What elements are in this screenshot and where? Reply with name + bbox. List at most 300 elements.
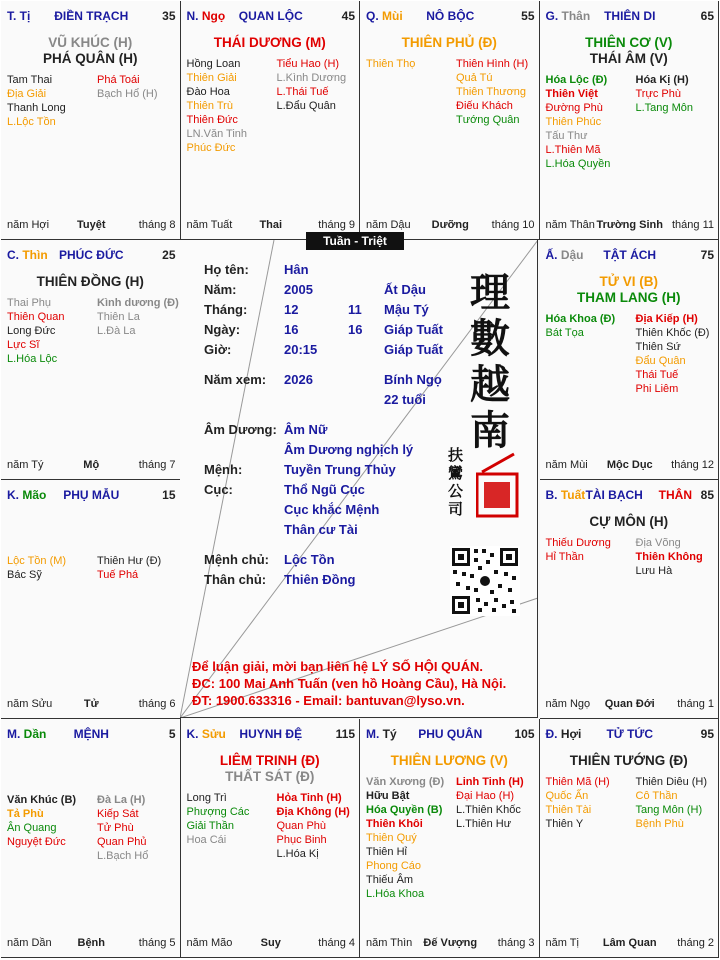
palace-age-number: 55 — [521, 9, 535, 23]
tuan-triet-badge: Tuần - Triệt — [306, 232, 404, 250]
main-stars — [540, 35, 719, 67]
calli-small-char: 鸞 — [448, 464, 464, 482]
cuc-note: Cục khắc Mệnh — [284, 502, 380, 517]
main-stars — [360, 35, 539, 51]
than-marker: THÂN — [658, 487, 692, 502]
day-canchi: Giáp Tuất — [384, 322, 443, 337]
minor-star: Hoa Cái — [186, 833, 227, 846]
minor-star: Bát Tọa — [545, 327, 584, 340]
palace-month: tháng 3 — [497, 937, 535, 949]
minor-star: Linh Tinh (H) — [456, 775, 524, 788]
minor-star: Tiểu Hao (H) — [276, 58, 340, 70]
minor-stars-right — [277, 791, 350, 861]
day-label: Ngày: — [204, 322, 241, 337]
minor-star: Đại Hao (H) — [456, 789, 515, 802]
main-stars — [181, 35, 360, 51]
minor-star: L.Hóa Kị — [276, 847, 319, 860]
cuc-label: Cục: — [204, 482, 233, 497]
minor-star: Thai Phụ — [7, 297, 52, 310]
palace-year: năm Tuất — [186, 219, 233, 232]
minor-star: L.Hóa Quyền — [545, 158, 611, 170]
branch-stem-letter: K. — [186, 726, 202, 741]
minor-star: Hữu Bật — [366, 789, 410, 802]
palace-name: ĐIỀN TRẠCH — [54, 9, 129, 23]
branch-stem — [546, 488, 586, 502]
branch-label: Thân — [561, 9, 591, 23]
branch-stem-letter: G. — [545, 9, 562, 23]
palace-age-number: 15 — [162, 487, 176, 502]
minor-star: Hồng Loan — [186, 58, 241, 70]
minor-star: Phục Binh — [276, 833, 327, 846]
palace-footer — [7, 935, 176, 949]
palace-month: tháng 7 — [138, 458, 176, 471]
minor-star: Hóa Lộc (Đ) — [545, 74, 608, 86]
minor-star: L.Lộc Tồn — [7, 116, 56, 128]
palace-name: NÔ BỘC — [426, 9, 475, 23]
minor-stars-right — [636, 775, 708, 831]
palace-month: tháng 4 — [318, 937, 355, 949]
palace-footer — [7, 696, 176, 710]
main-stars — [540, 514, 719, 530]
main-star: TỬ VI (B) — [599, 274, 658, 290]
branch-stem-letter: C. — [7, 248, 23, 263]
minor-star: Thiên Việt — [545, 88, 598, 100]
palace-header — [366, 727, 535, 743]
menh-value: Tuyền Trung Thủy — [284, 462, 396, 477]
palace-month: tháng 2 — [677, 937, 714, 949]
minor-star: L.Thiên Mã — [545, 144, 601, 156]
main-star: VŨ KHÚC (H) — [48, 35, 133, 50]
calli-char: 理 — [470, 269, 510, 316]
minor-star: Tả Phù — [7, 807, 44, 820]
palace-month: tháng 6 — [138, 697, 176, 710]
main-star: THIÊN LƯƠNG (V) — [390, 752, 508, 768]
minor-star: Thiên Quan — [7, 311, 65, 324]
palace-footer — [366, 935, 535, 949]
minor-star: Đào Hoa — [186, 86, 230, 98]
menh-chu-value: Lộc Tồn — [284, 552, 335, 567]
minor-star: Tử Phù — [97, 821, 134, 834]
hour-label: Giờ: — [204, 342, 232, 357]
minor-star: Thiếu Dương — [545, 536, 611, 549]
main-star: THÁI ÂM (V) — [589, 51, 668, 66]
qr-code-icon[interactable] — [450, 546, 520, 616]
minor-star: L.Hóa Lộc — [7, 353, 58, 366]
minor-star: Nguyệt Đức — [7, 835, 66, 848]
minor-star: Lưu Hà — [635, 564, 673, 577]
palace-age-number: 115 — [335, 726, 355, 741]
minor-star: Thiên Khốc (Đ) — [635, 327, 710, 340]
amduong-label: Âm Dương: — [204, 422, 277, 437]
palace-name: TÀI BẠCH — [585, 487, 643, 502]
minor-star: Tuế Phá — [97, 568, 139, 581]
minor-star: Long Trì — [186, 791, 227, 804]
palace-name: PHỤ MẪU — [63, 487, 120, 502]
palace-month: tháng 10 — [491, 219, 535, 232]
minor-star: L.Thái Tuế — [276, 86, 329, 98]
minor-star: Thiên Không — [635, 550, 703, 563]
minor-stars-right — [636, 312, 710, 396]
minor-star: Thiên Phúc — [545, 116, 602, 128]
branch-label: Dần — [23, 726, 47, 741]
year-value: 2005 — [284, 282, 313, 297]
calli-small-char: 司 — [448, 500, 464, 518]
minor-star: Thiên Giải — [186, 72, 237, 84]
main-stars — [1, 35, 180, 67]
palace-header — [187, 9, 356, 25]
minor-star: L.Kình Dương — [276, 72, 347, 84]
branch-stem-letter: M. — [7, 726, 24, 741]
main-stars — [181, 753, 360, 785]
minor-star: L.Hóa Khoa — [366, 887, 425, 900]
minor-star: Lộc Tồn (M) — [7, 554, 67, 567]
main-star: THAM LANG (H) — [577, 290, 681, 306]
minor-stars-left — [7, 554, 66, 582]
palace-header — [187, 727, 356, 743]
palace-cell[interactable] — [1, 480, 181, 719]
palace-header — [546, 488, 715, 504]
minor-star: Hóa Khoa (Đ) — [545, 313, 616, 326]
branch-stem-letter: Q. — [366, 9, 383, 23]
minor-star: Điếu Khách — [456, 100, 513, 112]
palace-cell[interactable] — [540, 719, 720, 958]
branch-label: Tuất — [560, 487, 586, 502]
palace-footer — [546, 696, 715, 710]
palace-stage: Thai — [259, 219, 283, 232]
minor-star: Đà La (H) — [97, 793, 146, 806]
minor-star: L.Đà La — [97, 325, 136, 338]
minor-star: Thiên Trù — [186, 100, 233, 112]
contact-line-1: Để luận giải, mời bạn liên hệ LÝ SỐ HỘI QUÁN. — [192, 659, 483, 674]
minor-stars-right — [456, 57, 528, 127]
minor-star: Hóa Kị (H) — [635, 74, 689, 86]
minor-star: LN.Văn Tinh — [186, 128, 248, 140]
palace-header — [366, 9, 535, 25]
branch-stem-letter: N. — [186, 9, 202, 23]
minor-stars-left — [366, 57, 415, 71]
branch-label: Dậu — [560, 248, 584, 263]
palace-age-number: 85 — [700, 487, 714, 502]
branch-label: Tý — [382, 726, 397, 741]
minor-star: Giải Thần — [186, 819, 234, 832]
palace-name: PHÚC ĐỨC — [58, 248, 124, 263]
minor-star: L.Tang Môn — [635, 102, 693, 114]
main-star: CỰ MÔN (H) — [589, 513, 669, 529]
palace-stage: Trường Sinh — [596, 219, 663, 232]
minor-stars-right — [636, 73, 693, 115]
main-star: THIÊN TƯỚNG (Đ) — [569, 752, 688, 768]
minor-star: Bạch Hổ (H) — [97, 88, 158, 100]
minor-star: Kiếp Sát — [97, 807, 139, 820]
minor-star: Quan Phù — [276, 819, 327, 832]
palace-month: tháng 9 — [318, 219, 355, 232]
minor-star: Địa Giải — [7, 88, 47, 100]
branch-label: Mão — [22, 487, 47, 502]
palace-footer — [546, 935, 715, 949]
palace-year: năm Dậu — [366, 219, 411, 232]
minor-stars-left — [546, 775, 610, 831]
minor-star: Ân Quang — [7, 821, 57, 834]
palace-age-number: 95 — [700, 726, 714, 741]
main-star: THIÊN PHỦ (Đ) — [401, 35, 497, 50]
minor-star: Thiên Tài — [545, 803, 592, 816]
minor-star: Thiên Y — [545, 817, 584, 830]
minor-star: Thiên Hỉ — [366, 845, 407, 858]
palace-month: tháng 12 — [671, 458, 714, 471]
name-value: Hân — [284, 262, 309, 277]
month-lunar: 11 — [348, 302, 362, 317]
palace-name: QUAN LỘC — [238, 9, 303, 23]
palace-cell[interactable] — [360, 1, 540, 240]
palace-year: năm Hợi — [7, 219, 50, 232]
minor-star: Thiên Sứ — [635, 341, 681, 354]
calli-char: 南 — [470, 407, 510, 454]
minor-star: Địa Võng — [635, 536, 681, 549]
minor-star: Thiếu Âm — [366, 873, 414, 886]
palace-age-number: 5 — [168, 726, 176, 741]
palace-header — [7, 248, 176, 264]
branch-stem-letter: B. — [545, 487, 561, 502]
branch-stem-letter: K. — [7, 487, 23, 502]
age-value: 22 tuổi — [384, 392, 426, 407]
palace-month: tháng 1 — [677, 697, 714, 710]
minor-star: Tấu Thư — [545, 130, 588, 142]
than-cu-note: Thân cư Tài — [284, 522, 358, 537]
minor-stars-right — [97, 793, 148, 863]
minor-star: Thiên Hư (Đ) — [97, 554, 162, 567]
palace-stage: Suy — [260, 937, 281, 949]
minor-star: Thiên Mã (H) — [545, 775, 610, 788]
main-star: THẤT SÁT (Đ) — [225, 768, 315, 784]
minor-stars-right — [456, 775, 524, 831]
palace-footer — [546, 457, 715, 471]
palace-cell[interactable] — [360, 719, 540, 958]
palace-age-number: 25 — [162, 248, 176, 263]
palace-year: năm Dần — [7, 937, 52, 949]
branch-label: Hợi — [560, 726, 582, 741]
palace-header — [7, 9, 176, 25]
minor-star: Phá Toái — [97, 74, 140, 86]
branch-stem-letter: Đ. — [545, 726, 561, 741]
palace-age-number: 45 — [341, 9, 355, 23]
calli-small-char: 公 — [448, 482, 464, 500]
minor-star: Thiên Thương — [456, 86, 527, 98]
palace-cell[interactable] — [181, 1, 361, 240]
minor-star: Phượng Các — [186, 805, 250, 818]
branch-label: Thìn — [22, 248, 48, 263]
palace-header — [7, 727, 176, 743]
minor-star: Phi Liêm — [635, 383, 679, 396]
minor-stars-right — [636, 536, 703, 578]
palace-name: TẬT ÁCH — [603, 248, 657, 263]
minor-star: Cô Thần — [635, 789, 678, 802]
calli-char: 數 — [470, 315, 510, 362]
minor-star: L.Bạch Hổ — [97, 849, 149, 862]
minor-star: Thiên Hình (H) — [456, 58, 529, 70]
main-stars — [540, 274, 719, 306]
main-stars — [540, 753, 719, 769]
palace-stage: Dưỡng — [431, 219, 469, 232]
palace-name: PHU QUÂN — [418, 726, 483, 741]
main-star: THIÊN CƠ (V) — [585, 35, 673, 50]
calligraphy-title — [470, 270, 510, 454]
minor-star: Quan Phủ — [97, 835, 147, 848]
minor-star: Phúc Đức — [186, 142, 236, 154]
palace-cell[interactable] — [1, 719, 181, 958]
minor-stars-left — [187, 57, 248, 155]
minor-star: Hỉ Thần — [545, 550, 584, 563]
menh-label: Mệnh: — [204, 462, 243, 477]
minor-star: Thanh Long — [7, 102, 66, 114]
minor-star: L.Thiên Khốc — [456, 803, 521, 816]
minor-stars-left — [7, 793, 76, 849]
minor-stars-left — [7, 296, 64, 366]
palace-age-number: 35 — [162, 9, 176, 23]
day-value: 16 — [284, 322, 299, 337]
minor-star: Thiên Diêu (H) — [635, 775, 708, 788]
minor-star: Thiên Thọ — [366, 58, 416, 70]
palace-stage: Tuyệt — [76, 219, 106, 232]
palace-age-number: 105 — [514, 726, 535, 741]
main-star: THÁI DƯƠNG (M) — [213, 35, 326, 50]
palace-stage: Mộ — [83, 458, 100, 471]
minor-stars-right — [97, 73, 158, 101]
branch-label: Tị — [19, 9, 31, 23]
month-label: Tháng: — [204, 302, 248, 317]
palace-stage: Quan Đới — [604, 697, 655, 710]
month-value: 12 — [284, 302, 299, 317]
palace-cell[interactable] — [1, 1, 181, 240]
branch-stem-letter: Ấ. — [545, 248, 561, 263]
palace-branch — [546, 488, 586, 502]
branch-label: Mùi — [382, 9, 403, 23]
palace-footer — [7, 217, 176, 231]
palace-name: THIÊN DI — [604, 9, 656, 23]
minor-star: Văn Xương (Đ) — [366, 775, 445, 788]
branch-stem-letter: M. — [366, 726, 383, 741]
palace-footer — [366, 217, 535, 231]
minor-stars-left — [546, 536, 611, 564]
day-lunar: 16 — [348, 322, 363, 337]
minor-star: Quả Tú — [456, 72, 493, 84]
palace-header — [546, 727, 715, 743]
minor-stars-left — [546, 312, 616, 340]
palace-month: tháng 11 — [671, 219, 714, 232]
main-stars — [360, 753, 539, 769]
palace-name: HUYNH ĐỆ — [239, 726, 303, 741]
view-year-value: 2026 — [284, 372, 313, 387]
minor-star: Thiên Khôi — [366, 817, 423, 830]
view-year-canchi: Bính Ngọ — [384, 372, 442, 387]
minor-star: Quốc Ấn — [545, 789, 589, 802]
palace-year: năm Mùi — [545, 458, 588, 471]
branch-label: Ngọ — [201, 9, 226, 23]
center-info-panel — [180, 240, 538, 718]
main-star: THIÊN ĐỒNG (H) — [36, 274, 144, 290]
minor-star: Tướng Quân — [456, 114, 520, 126]
view-year-label: Năm xem: — [204, 372, 267, 387]
palace-cell[interactable] — [1, 240, 181, 479]
hour-canchi: Giáp Tuất — [384, 342, 443, 357]
contact-line-3[interactable]: ĐT: 1900.633316 - Email: bantuvan@lyso.vn. — [192, 693, 465, 708]
palace-month: tháng 8 — [138, 219, 176, 232]
palace-age-number: 75 — [700, 248, 714, 263]
palace-age-number: 65 — [700, 9, 714, 23]
palace-name: MỆNH — [73, 726, 109, 741]
palace-header — [7, 488, 176, 504]
minor-star: L.Thiên Hư — [456, 817, 512, 830]
branch-label: Sửu — [201, 726, 226, 741]
minor-stars-right — [97, 554, 161, 582]
than-chu-label: Thân chủ: — [204, 572, 267, 587]
minor-stars-left — [187, 791, 250, 847]
minor-star: Thiên Quý — [366, 831, 417, 844]
calli-char: 越 — [470, 361, 510, 408]
menh-chu-label: Mệnh chủ: — [204, 552, 269, 567]
main-stars — [1, 274, 180, 290]
palace-year: năm Ngọ — [545, 697, 591, 710]
palace-year: năm Mão — [186, 937, 233, 949]
year-label: Năm: — [204, 282, 237, 297]
palace-cell[interactable] — [540, 480, 720, 719]
minor-star: Địa Không (H) — [276, 805, 350, 818]
minor-star: Bác Sỹ — [7, 568, 42, 581]
palace-cell[interactable] — [181, 719, 361, 958]
minor-star: Đường Phù — [545, 102, 603, 114]
main-star: PHÁ QUÂN (H) — [43, 51, 138, 66]
month-canchi: Mậu Tý — [384, 302, 429, 317]
minor-stars-right — [97, 296, 179, 338]
palace-footer — [546, 217, 715, 231]
minor-star: Bệnh Phù — [635, 817, 684, 830]
minor-star: Văn Khúc (B) — [7, 793, 77, 806]
palace-year: năm Thân — [545, 219, 595, 232]
minor-star: Lực Sĩ — [7, 339, 40, 352]
red-seal-icon — [476, 452, 520, 518]
minor-stars-left — [546, 73, 611, 171]
minor-star: Hóa Quyền (B) — [366, 803, 443, 816]
palace-cell[interactable] — [540, 240, 720, 479]
palace-stage: Mộc Dục — [606, 458, 653, 471]
calli-small-char: 扶 — [448, 446, 464, 464]
palace-footer — [187, 935, 356, 949]
minor-star: L.Đẩu Quân — [276, 100, 336, 112]
than-chu-value: Thiên Đồng — [284, 572, 356, 587]
minor-star: Kình dương (Đ) — [97, 297, 179, 310]
palace-year: năm Tị — [545, 937, 579, 949]
minor-star: Địa Kiếp (H) — [635, 313, 698, 326]
palace-header — [546, 9, 715, 25]
name-label: Họ tên: — [204, 262, 249, 277]
palace-year: năm Sửu — [7, 697, 53, 710]
minor-star: Thái Tuế — [635, 369, 679, 382]
minor-star: Tam Thai — [7, 74, 53, 86]
palace-year: năm Tý — [7, 458, 44, 471]
minor-star: Phong Cáo — [366, 859, 422, 872]
hour-value: 20:15 — [284, 342, 318, 357]
palace-cell[interactable] — [540, 1, 720, 240]
palace-header — [546, 248, 715, 264]
minor-stars-left — [366, 775, 444, 901]
palace-name: TỬ TỨC — [606, 726, 654, 741]
contact-line-2: ĐC: 100 Mai Anh Tuấn (ven hồ Hoàng Cầu), Hà Nội. — [192, 676, 507, 691]
minor-star: Hỏa Tinh (H) — [276, 791, 342, 804]
calligraphy-small — [448, 446, 463, 518]
minor-star: Trực Phù — [635, 88, 681, 100]
branch-stem-letter: T. — [7, 9, 20, 23]
palace-stage: Đế Vượng — [423, 937, 478, 949]
minor-stars-left — [7, 73, 66, 129]
